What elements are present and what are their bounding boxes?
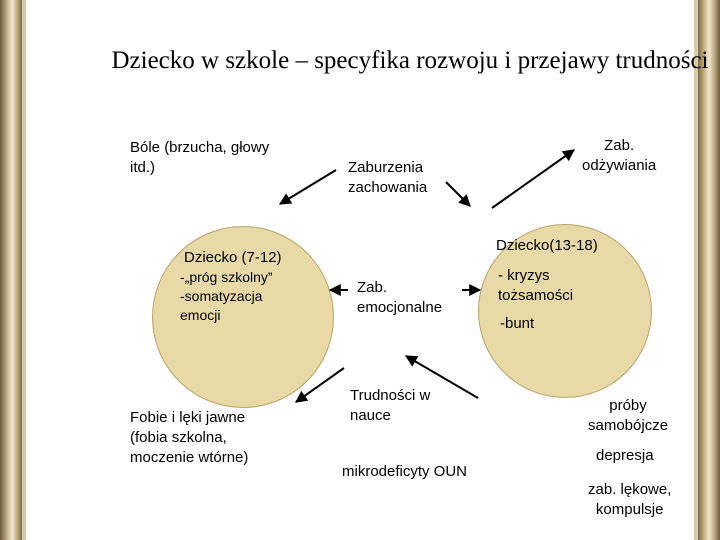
label-dziecko-13-18: Dziecko(13-18) <box>496 237 598 254</box>
label-dziecko-7-12-items: -„próg szkolny” -somatyzacja emocji <box>180 269 273 323</box>
arrow-to-bole <box>280 170 336 204</box>
label-dziecko-7-12: Dziecko (7-12) <box>184 249 282 266</box>
arrow-to-zab-odzywiania <box>492 150 574 208</box>
label-proby-samobojcze: próby samobójcze <box>588 397 669 434</box>
arrow-to-zaburzenia <box>446 182 470 206</box>
label-mikrodeficyty: mikrodeficyty OUN <box>342 463 468 480</box>
label-bunt: -bunt <box>500 315 535 332</box>
label-trudnosci-w-nauce: Trudności w nauce <box>350 387 431 424</box>
label-depresja: depresja <box>596 447 654 464</box>
label-fobie-i-leki: Fobie i lęki jawne (fobia szkolna, moczenie wtórne) <box>130 409 249 466</box>
label-zab-lekowe: zab. lękowe, kompulsje <box>588 481 672 518</box>
arrow-to-fobie <box>296 368 344 402</box>
label-zab-odzywiania: Zab. odżywiania <box>582 137 657 174</box>
slide-title: Dziecko w szkole – specyfika rozwoju i przejawy trudności <box>111 47 709 74</box>
label-zab-emocjonalne: Zab. emocjonalne <box>357 279 443 316</box>
label-kryzys-tozsamosci: - kryzys tożsamości <box>498 267 574 304</box>
label-zaburzenia-zachowania: Zaburzenia zachowania <box>348 159 428 196</box>
label-bole: Bóle (brzucha, głowy itd.) <box>130 139 270 176</box>
